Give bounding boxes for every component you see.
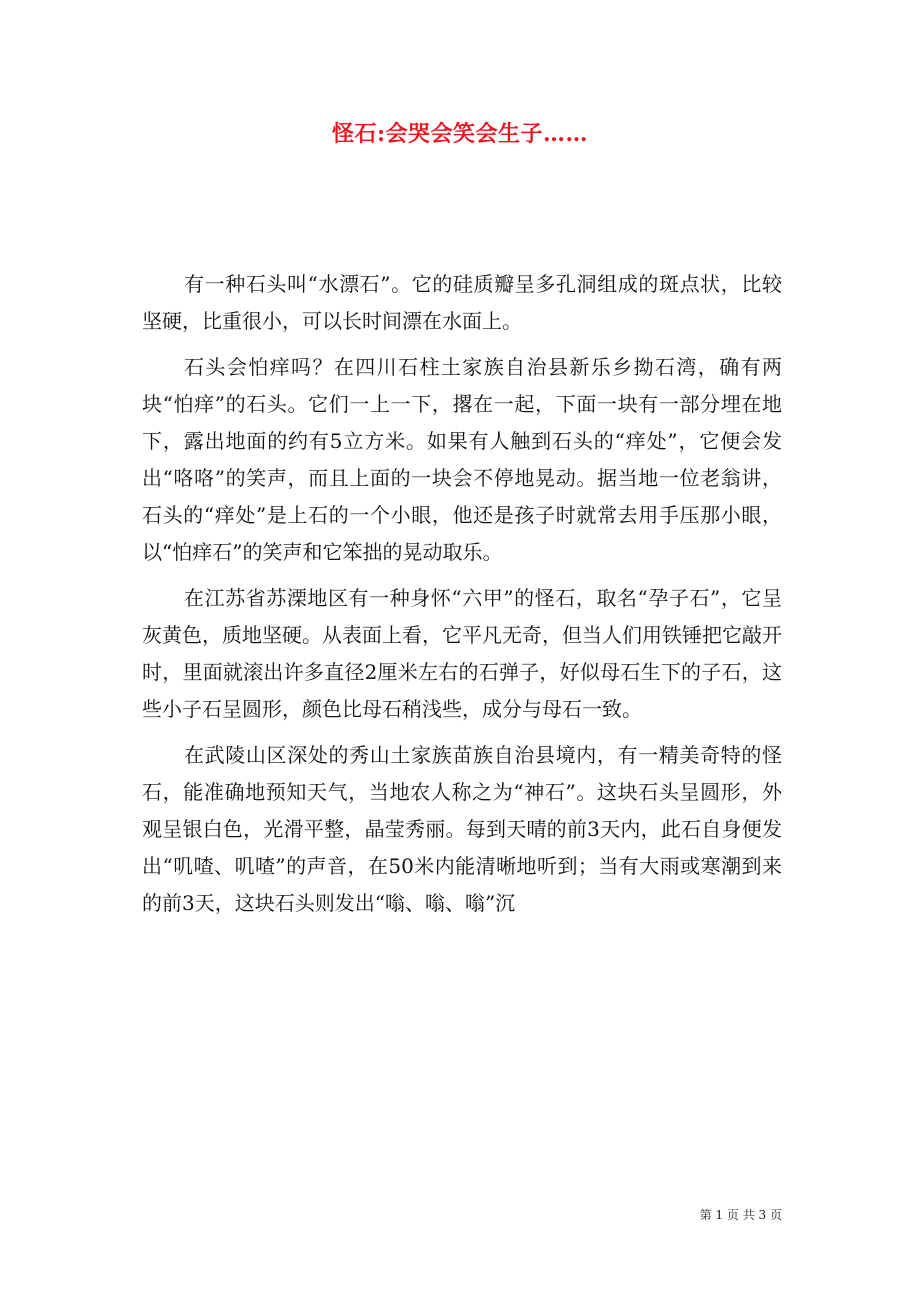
document-title: 怪石:会哭会笑会生子…… bbox=[331, 121, 589, 147]
paragraph: 石头会怕痒吗？在四川石柱土家族自治县新乐乡拗石湾，确有两块“怕痒”的石头。它们一上一下，撂在一起，下面一块有一部分埋在地下，露出地面的约有5立方米。如果有人触到石头的“痒处”，它便会发出“咯咯”的笑声，而且上面的一块会不停地晃动。据当地一位老翁讲，石头的“痒处”是上石的一个小眼，他还是孩子时就常去用手压那小眼，以“怕痒石”的笑声和它笨拙的晃动取乐。 bbox=[142, 355, 782, 564]
paragraph: 在江苏省苏溧地区有一种身怀“六甲”的怪石，取名“孕子石”，它呈灰黄色，质地坚硬。从表面上看，它平凡无奇，但当人们用铁锤把它敲开时，里面就滚出许多直径2厘米左右的石弹子，好似母石生下的子石，这些小子石呈圆形，颜色比母石稍浅些，成分与母石一致。 bbox=[142, 586, 782, 721]
page-number-footer: 第 1 页 共 3 页 bbox=[699, 1208, 782, 1222]
document-body bbox=[142, 266, 782, 931]
paragraph: 有一种石头叫“水漂石”。它的硅质瓣呈多孔洞组成的斑点状，比较坚硬，比重很小，可以长时间漂在水面上。 bbox=[142, 272, 782, 333]
paragraph: 在武陵山区深处的秀山土家族苗族自治县境内，有一精美奇特的怪石，能准确地预知天气，当地农人称之为“神石”。这块石头呈圆形，外观呈银白色，光滑平整，晶莹秀丽。每到天晴的前3天内，此石自身便发出“叽喳、叽喳”的声音，在50米内能清晰地听到；当有大雨或寒潮到来的前3天，这块石头则发出“嗡、嗡、嗡”沉 bbox=[142, 743, 782, 915]
